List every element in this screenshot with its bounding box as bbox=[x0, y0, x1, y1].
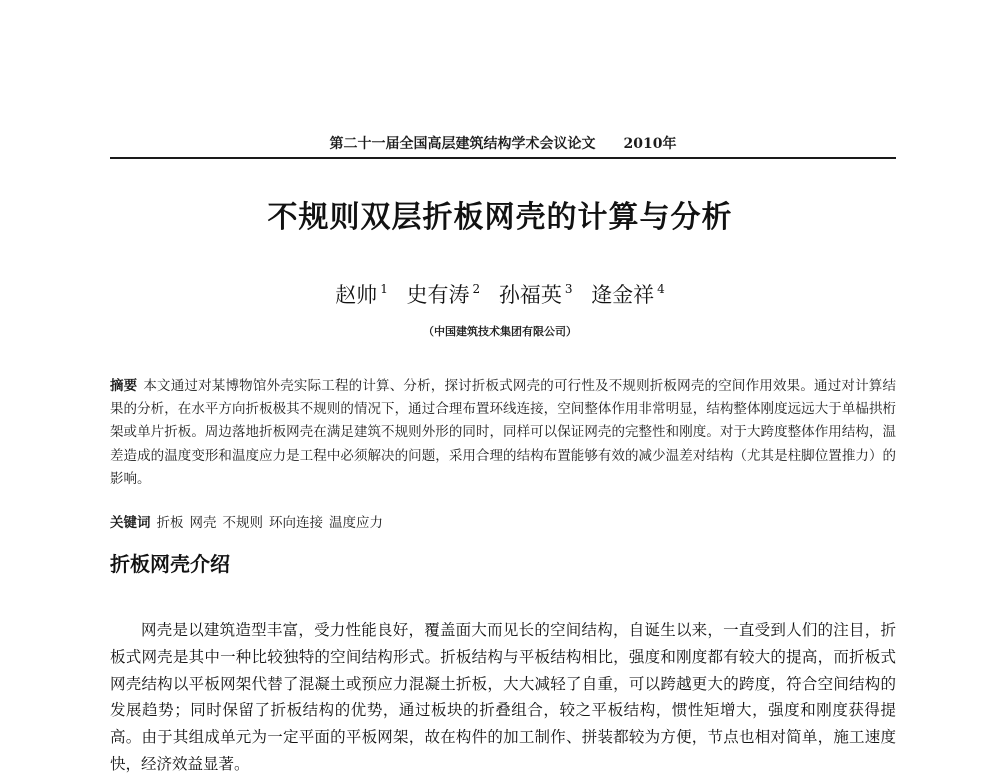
keywords-label: 关键词 bbox=[110, 515, 151, 531]
author bbox=[591, 283, 665, 307]
keyword: 折板 bbox=[156, 515, 184, 531]
author-mark: 4 bbox=[657, 282, 665, 296]
abstract-text: 本文通过对某博物馆外壳实际工程的计算、分析，探讨折板式网壳的可行性及不规则折板网壳的空间作用效果。通过对计算结果的分析，在水平方向折板极其不规则的情况下，通过合理布置环线连接，空间整体作用非常明显，结构整体刚度远远大于单榀拱桁架或单片折板。周边落地折板网壳在满足建筑不规则外形的同时，同样可以保证网壳的完整性和刚度。对于大跨度整体作用结构，温差造成的温度变形和温度应力是工程中必须解决的问题，采用合理的结构布置能够有效的减少温差对结构（尤其是柱脚位置推力）的影响。 bbox=[110, 378, 896, 487]
keywords bbox=[110, 512, 896, 534]
author-name: 孙福英 bbox=[498, 283, 562, 307]
keyword: 不规则 bbox=[222, 515, 263, 531]
author bbox=[407, 283, 481, 307]
author-mark: 3 bbox=[564, 282, 573, 296]
author-list bbox=[0, 279, 1000, 309]
keyword: 温度应力 bbox=[329, 515, 383, 531]
author-name: 逄金祥 bbox=[591, 283, 655, 307]
author-mark: 1 bbox=[380, 282, 388, 296]
abstract-label: 摘要 bbox=[110, 378, 138, 394]
author-name: 赵帅 bbox=[335, 283, 378, 307]
keyword: 环向连接 bbox=[269, 515, 323, 531]
paper-title: 不规则双层折板网壳的计算与分析 bbox=[267, 200, 733, 235]
running-header bbox=[110, 133, 896, 153]
keyword: 网壳 bbox=[189, 515, 217, 531]
author bbox=[335, 283, 388, 307]
author-name: 史有涛 bbox=[406, 283, 470, 307]
section-heading: 折板网壳介绍 bbox=[110, 552, 230, 576]
conference-year: 2010年 bbox=[623, 136, 677, 152]
affiliation: （中国建筑技术集团有限公司） bbox=[423, 325, 577, 338]
author bbox=[499, 283, 573, 307]
header-rule bbox=[110, 157, 896, 159]
author-mark: 2 bbox=[472, 282, 481, 296]
abstract bbox=[110, 375, 896, 491]
body-paragraph: 网壳是以建筑造型丰富，受力性能良好，覆盖面大而见长的空间结构，自诞生以来，一直受到人们的注目，折板式网壳是其中一种比较独特的空间结构形式。折板结构与平板结构相比，强度和刚度都有较大的提高，而折板式网壳结构以平板网架代替了混凝土或预应力混凝土折板，大大减轻了自重，可以跨越更大的跨度，符合空间结构的发展趋势；同时保留了折板结构的优势，通过板块的折叠组合，较之平板结构，惯性矩增大，强度和刚度获得提高。由于其组成单元为一定平面的平板网架，故在构件的加工制作、拼装都较为方便，节点也相对简单，施工速度快，经济效益显著。 bbox=[110, 621, 896, 773]
conference-name: 第二十一届全国高层建筑结构学术会议论文 bbox=[329, 136, 596, 152]
